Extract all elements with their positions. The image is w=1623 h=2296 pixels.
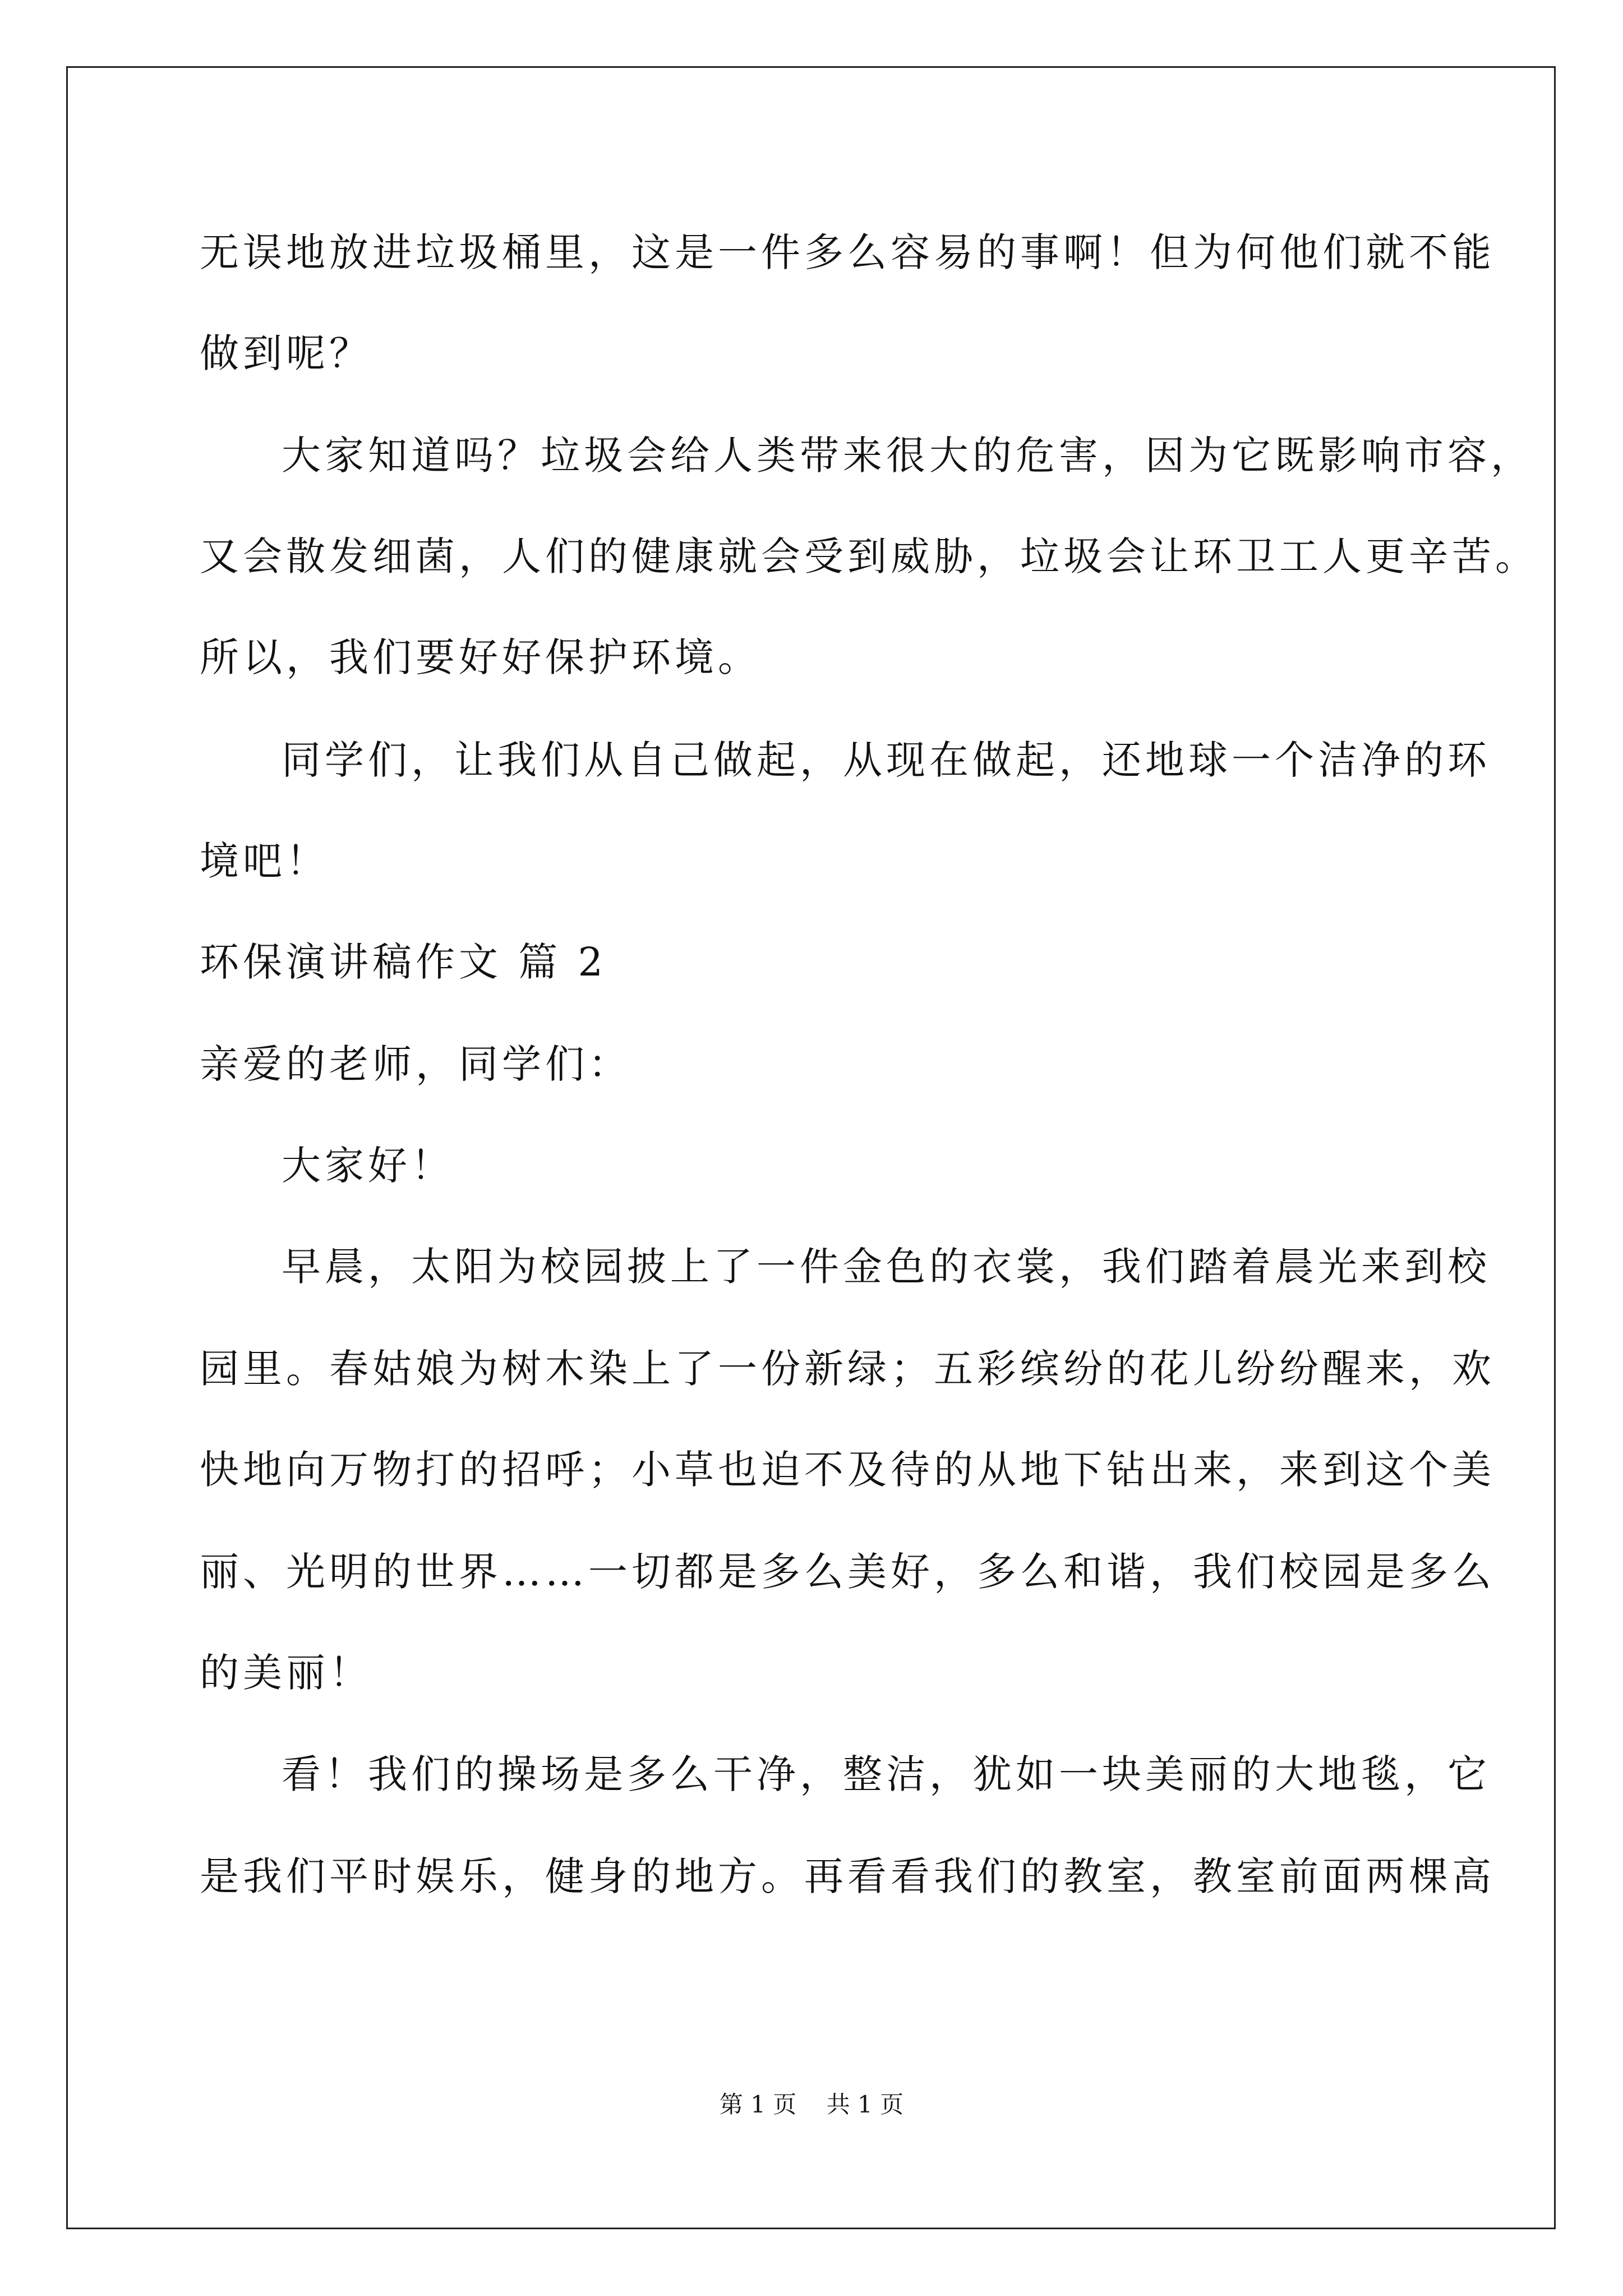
text-line: 快地向万物打的招呼；小草也迫不及待的从地下钻出来，来到这个美 [200, 1447, 1495, 1493]
salutation: 亲爱的老师，同学们： [200, 1041, 631, 1087]
text-line: 园里。春姑娘为树木染上了一份新绿；五彩缤纷的花儿纷纷醒来，欢 [200, 1346, 1495, 1392]
text-line: 丽、光明的世界……一切都是多么美好，多么和谐，我们校园是多么 [200, 1549, 1495, 1595]
text-line: 的美丽！ [200, 1650, 372, 1696]
text-line: 境吧！ [200, 838, 329, 884]
text-line: 看！我们的操场是多么干净，整洁，犹如一块美丽的大地毯，它 [282, 1751, 1491, 1797]
text-line: 无误地放进垃圾桶里，这是一件多么容易的事啊！但为何他们就不能 [200, 229, 1495, 275]
text-line: 又会散发细菌，人们的健康就会受到威胁，垃圾会让环卫工人更辛苦。 [200, 533, 1538, 579]
page-footer: 第 1 页 共 1 页 [719, 2091, 904, 2118]
greeting: 大家好！ [282, 1143, 454, 1189]
text-line: 同学们，让我们从自己做起，从现在做起，还地球一个洁净的环 [282, 737, 1491, 783]
text-line: 早晨，太阳为校园披上了一件金色的衣裳，我们踏着晨光来到校 [282, 1244, 1491, 1290]
text-line: 是我们平时娱乐，健身的地方。再看看我们的教室，教室前面两棵高 [200, 1853, 1495, 1899]
text-line: 所以，我们要好好保护环境。 [200, 634, 761, 680]
section-heading: 环保演讲稿作文 篇 2 [200, 939, 607, 985]
text-line: 做到呢？ [200, 330, 372, 376]
text-line: 大家知道吗？垃圾会给人类带来很大的危害，因为它既影响市容， [282, 432, 1534, 478]
